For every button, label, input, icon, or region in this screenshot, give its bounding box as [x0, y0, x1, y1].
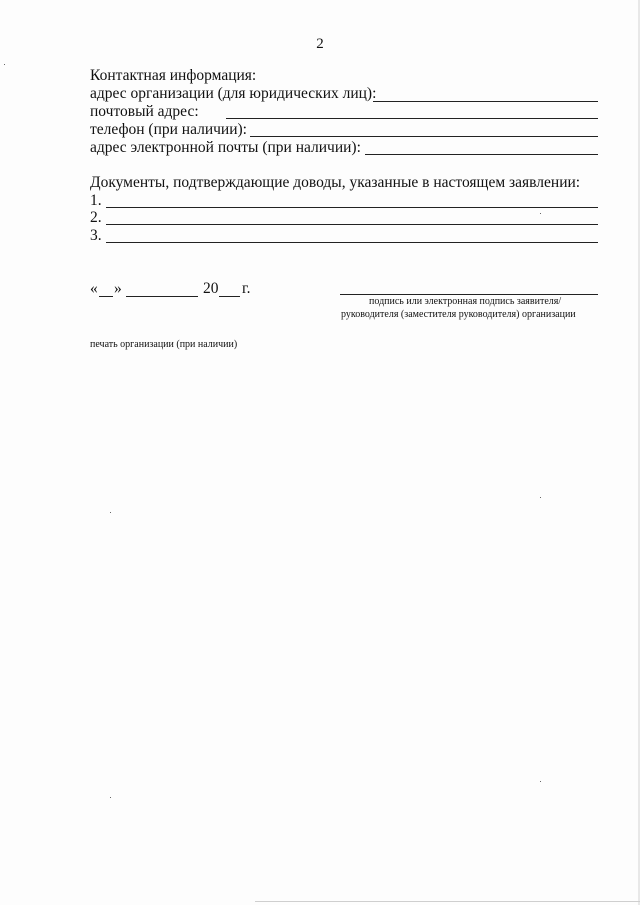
day-field[interactable]	[99, 296, 113, 297]
month-field[interactable]	[126, 296, 198, 297]
stamp-caption: печать организации (при наличии)	[90, 339, 238, 350]
signature-caption-line1: подпись или электронная подпись заявителя/	[369, 296, 562, 307]
phone-label: телефон (при наличии):	[90, 121, 247, 138]
scan-speck	[540, 781, 541, 782]
postal-address-label: почтовый адрес:	[90, 103, 199, 120]
contact-heading: Контактная информация:	[90, 67, 257, 84]
scan-speck	[540, 497, 541, 498]
org-address-field[interactable]	[373, 101, 598, 102]
signature-field[interactable]	[340, 294, 598, 295]
scan-speck	[110, 797, 111, 798]
document-item-number: 3.	[90, 227, 102, 244]
year-prefix: 20	[203, 280, 219, 297]
document-item-number: 1.	[90, 192, 102, 209]
date-open-quote: «	[90, 280, 98, 297]
date-close-quote: »	[114, 280, 122, 297]
documents-heading: Документы, подтверждающие доводы, указанные в настоящем заявлении:	[90, 174, 581, 191]
phone-field[interactable]	[250, 136, 598, 137]
signature-caption-line2: руководителя (заместителя руководителя) организации	[341, 309, 576, 320]
year-field[interactable]	[219, 296, 240, 297]
scan-speck	[4, 64, 5, 65]
document-item-field[interactable]	[106, 242, 598, 243]
email-field[interactable]	[365, 154, 598, 155]
scan-bottom-edge	[255, 901, 640, 902]
document-item-number: 2.	[90, 209, 102, 226]
scan-speck	[110, 512, 111, 513]
document-item-field[interactable]	[106, 224, 598, 225]
org-address-label: адрес организации (для юридических лиц):	[90, 85, 377, 102]
email-label: адрес электронной почты (при наличии):	[90, 139, 361, 156]
page-number: 2	[316, 36, 324, 52]
year-suffix: г.	[242, 280, 251, 297]
document-item-field[interactable]	[106, 207, 598, 208]
scan-speck	[540, 213, 541, 214]
postal-address-field[interactable]	[226, 118, 598, 119]
